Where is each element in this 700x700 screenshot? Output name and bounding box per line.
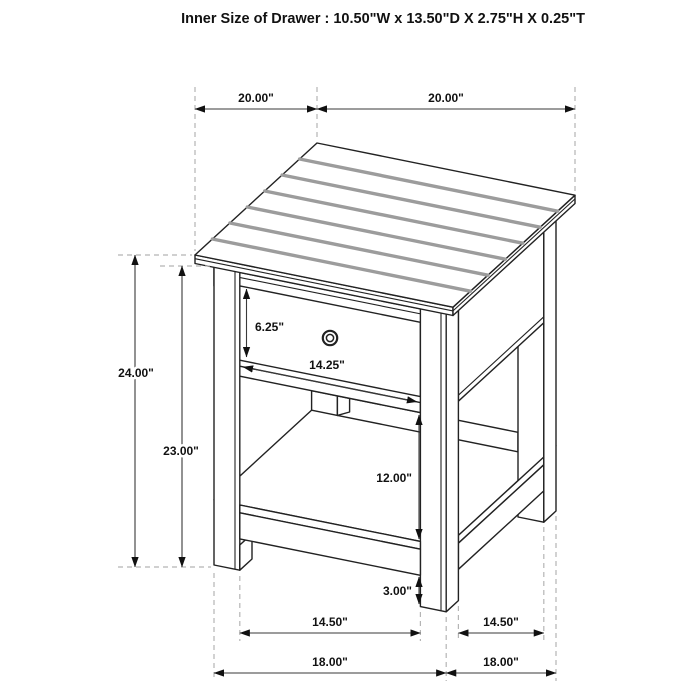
front-leg [420,307,446,612]
dim-label-drawer-height: 6.25" [255,320,285,334]
dim-label-outer-width-side: 18.00" [483,655,519,669]
back-leg-side [337,396,349,416]
right-leg-outer-face [544,211,556,522]
dim-label-base-clearance: 3.00" [382,584,412,598]
dim-label-inner-span-front: 14.50" [312,615,348,629]
dim-label-height-under-top: 23.00" [163,444,199,458]
dim-label-top-width-left: 20.00" [238,91,274,105]
dim-label-inner-span-side: 14.50" [483,615,519,629]
dim-label-shelf-opening-height: 12.00" [376,471,412,485]
dim-label-overall-height: 24.00" [118,366,154,380]
left-leg [214,265,240,570]
dim-label-drawer-width: 14.25" [309,358,345,372]
dim-label-outer-width-front: 18.00" [312,655,348,669]
dim-label-top-width-right: 20.00" [428,91,464,105]
end-table-drawing [195,143,575,612]
drawing-title: Inner Size of Drawer : 10.50"W x 13.50"D X 2.75"H X 0.25"T [181,11,585,27]
front-leg-side [446,301,458,612]
